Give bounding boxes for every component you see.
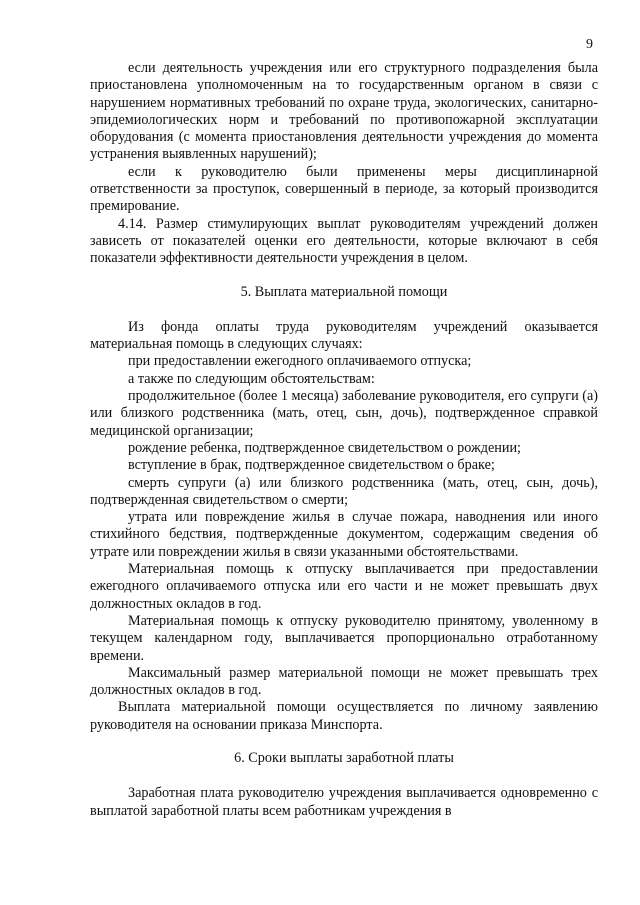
paragraph: Выплата материальной помощи осуществляется по личному заявлению руководителя на основании приказа Минспорта. xyxy=(90,699,598,733)
paragraph: если к руководителю были применены меры дисциплинарной ответственности за проступок, совершенный в периоде, за который производится премирование. xyxy=(90,163,598,215)
paragraph: если деятельность учреждения или его структурного подразделения была приостановлена уполномоченным на то государственным органом в связи с нарушением нормативных требований по охране труда, экологических, санитарно-эпидемиологических норм и требований по противопожарной эксплуатации оборудования (с момента приостановления деятельности учреждения до момента устранения выявленных нарушений); xyxy=(90,60,598,163)
section-heading-6: 6. Сроки выплаты заработной платы xyxy=(234,749,454,766)
paragraph: рождение ребенка, подтвержденное свидетельством о рождении; xyxy=(128,439,521,456)
paragraph: Материальная помощь к отпуску руководителю принятому, уволенному в текущем календарном году, выплачивается пропорционально отработанному времени. xyxy=(90,612,598,664)
paragraph: вступление в брак, подтвержденное свидетельством о браке; xyxy=(128,457,495,474)
paragraph: 4.14. Размер стимулирующих выплат руководителям учреждений должен зависеть от показателей оценки его деятельности, которые включают в себя показатели эффективности деятельности учреждения в целом. xyxy=(90,215,598,267)
paragraph: продолжительное (более 1 месяца) заболевание руководителя, его супруги (а) или близкого родственника (мать, отец, сын, дочь), подтвержденное справкой медицинской организации; xyxy=(90,388,598,439)
paragraph: при предоставлении ежегодного оплачиваемого отпуска; xyxy=(128,353,472,370)
section-heading-5: 5. Выплата материальной помощи xyxy=(240,283,448,300)
paragraph: Материальная помощь к отпуску выплачивается при предоставлении ежегодного оплачиваемого отпуска или его части и не может превышать двух должностных окладов в год. xyxy=(90,561,598,612)
paragraph: Из фонда оплаты труда руководителям учреждений оказывается материальная помощь в следующих случаях: xyxy=(90,318,598,353)
document-body xyxy=(90,60,598,820)
paragraph: а также по следующим обстоятельствам: xyxy=(128,370,375,387)
paragraph: утрата или повреждение жилья в случае пожара, наводнения или иного стихийного бедствия, подтвержденные документом, содержащим сведения об утрате или повреждении жилья в связи указанными обстоятельствами. xyxy=(90,509,598,560)
paragraph: смерть супруги (а) или близкого родственника (мать, отец, сын, дочь), подтвержденная свидетельством о смерти; xyxy=(90,474,598,508)
page-number: 9 xyxy=(586,37,593,52)
paragraph: Заработная плата руководителю учреждения выплачивается одновременно с выплатой заработной платы всем работникам учреждения в xyxy=(90,785,598,819)
paragraph: Максимальный размер материальной помощи не может превышать трех должностных окладов в год. xyxy=(90,664,598,699)
